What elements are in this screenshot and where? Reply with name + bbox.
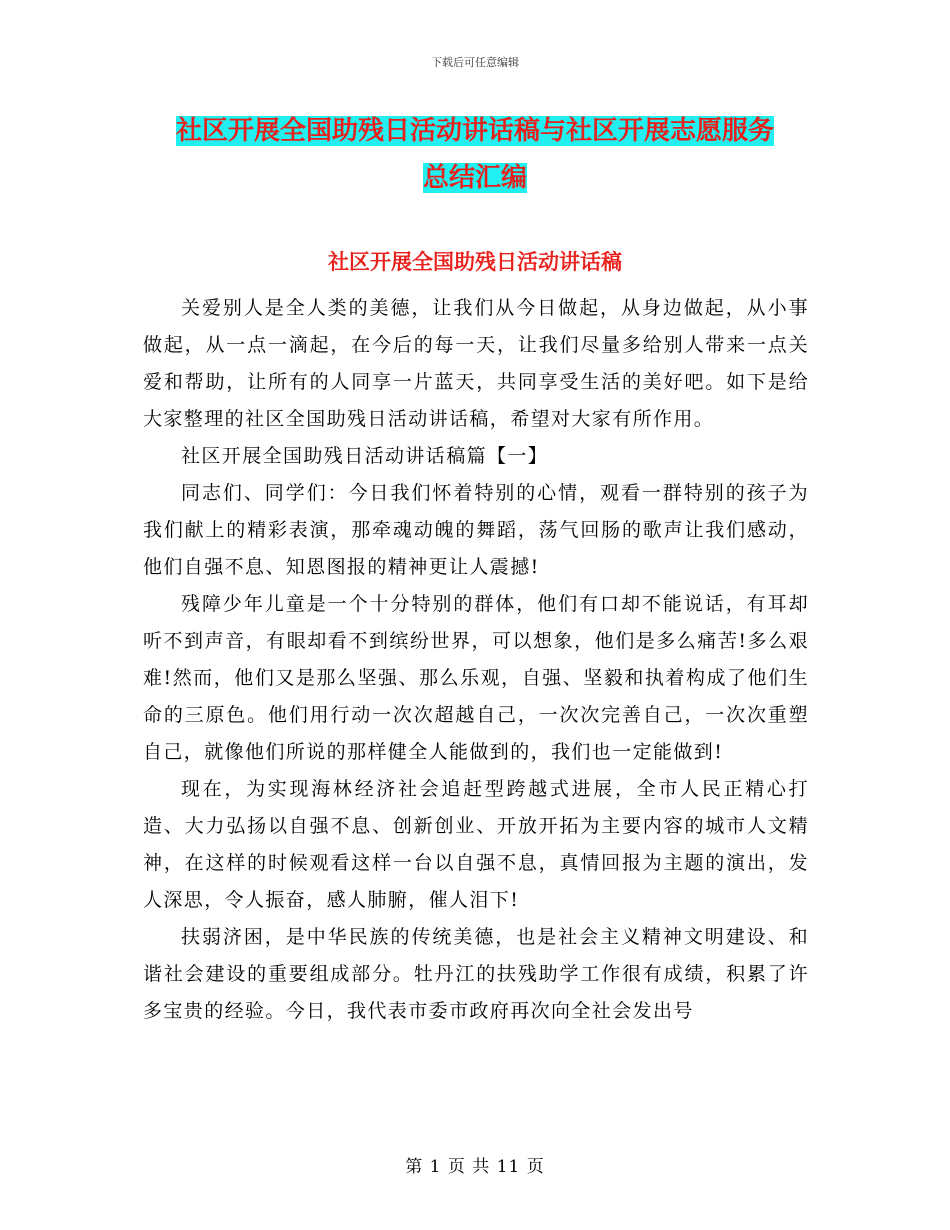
paragraph: 扶弱济困，是中华民族的传统美德，也是社会主义精神文明建设、和谐社会建设的重要组成部分。牡丹江的扶残助学工作很有成绩，积累了许多宝贵的经验。今日，我代表市委市政府再次向全社会发出号 <box>143 926 809 1022</box>
paragraph: 残障少年儿童是一个十分特别的群体，他们有口却不能说话，有耳却听不到声音，有眼却看不到缤纷世界，可以想象，他们是多么痛苦!多么艰难!然而，他们又是那么坚强、那么乐观，自强、坚毅和执着构成了他们生命的三原色。他们用行动一次次超越自己，一次次完善自己，一次次重塑自己，就像他们所说的那样健全人能做到的，我们也一定能做到! <box>143 593 809 763</box>
paragraph: 关爱别人是全人类的美德，让我们从今日做起，从身边做起，从小事做起，从一点一滴起，在今后的每一天，让我们尽量多给别人带来一点关爱和帮助，让所有的人同享一片蓝天，共同享受生活的美好吧。如下是给大家整理的社区全国助残日活动讲话稿，希望对大家有所作用。 <box>143 297 809 430</box>
body-text <box>143 290 809 1030</box>
document-title <box>140 108 810 202</box>
paragraph: 现在，为实现海林经济社会追赶型跨越式进展，全市人民正精心打造、大力弘扬以自强不息、创新创业、开放开拓为主要内容的城市人文精神，在这样的时候观看这样一台以自强不息，真情回报为主题的演出，发人深思，令人振奋，感人肺腑，催人泪下! <box>143 778 809 911</box>
paragraph: 同志们、同学们：今日我们怀着特别的心情，观看一群特别的孩子为我们献上的精彩表演，那牵魂动魄的舞蹈，荡气回肠的歌声让我们感动，他们自强不息、知恩图报的精神更让人震撼! <box>143 482 809 578</box>
section-title: 社区开展全国助残日活动讲话稿 <box>328 250 622 274</box>
document-title-line2: 总结汇编 <box>422 163 527 193</box>
page-footer: 第 1 页 共 11 页 <box>405 1157 545 1177</box>
document-title-line1: 社区开展全国助残日活动讲话稿与社区开展志愿服务 <box>175 116 774 146</box>
header-note: 下载后可任意编辑 <box>431 56 519 69</box>
paragraph-subheading: 社区开展全国助残日活动讲话稿篇【一】 <box>181 445 549 467</box>
